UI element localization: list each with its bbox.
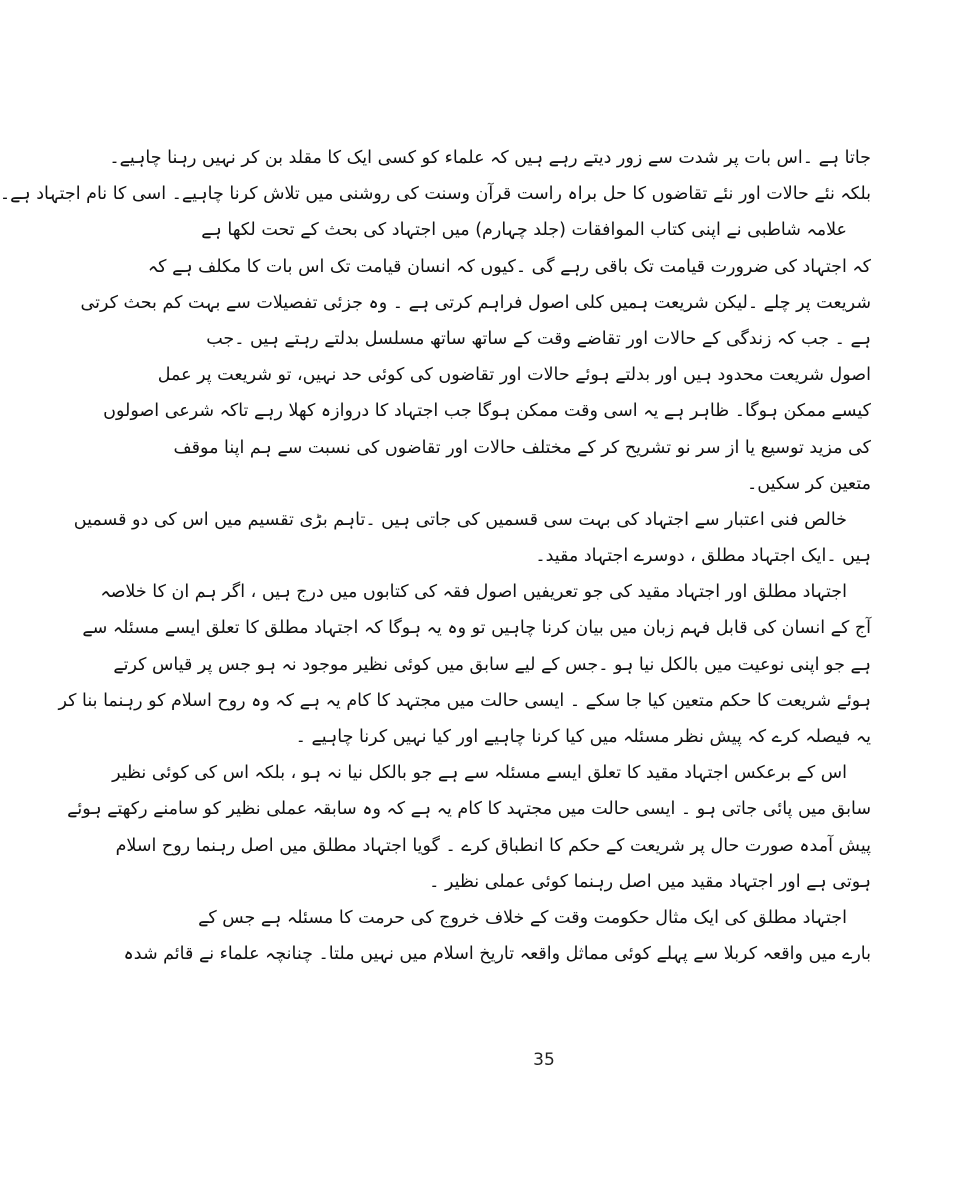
- text-line: بارے میں واقعہ کربلا سے پہلے کوئی مماثل واقعہ تاریخ اسلام میں نہیں ملتا۔ چنانچہ علماء نے قائم شدہ: [123, 944, 871, 965]
- text-line: کہ اجتہاد کی ضرورت قیامت تک باقی رہے گی ۔کیوں کہ انسان قیامت تک اس بات کا مکلف ہے کہ: [147, 256, 871, 277]
- text-line: ہے ۔ جب کہ زندگی کے حالات اور تقاضے وقت کے ساتھ ساتھ مسلسل بدلتے رہتے ہیں ۔جب: [206, 328, 871, 349]
- text-line: خالص فنی اعتبار سے اجتہاد کی بہت سی قسمیں کی جاتی ہیں ۔تاہم بڑی تقسیم میں اس کی دو قسمیں: [73, 509, 847, 530]
- text-line: بلکہ نئے حالات اور نئے تقاضوں کا حل براہ راست قرآن وسنت کی روشنی میں تلاش کرنا چاہیے۔ اسی کا نام اجتہاد ہے۔: [0, 184, 871, 205]
- text-line: ہے جو اپنی نوعیت میں بالکل نیا ہو ۔جس کے لیے سابق میں کوئی نظیر موجود نہ ہو جس پر قیاس کرتے: [113, 654, 871, 675]
- text-line: اجتہاد مطلق اور اجتہاد مقید کی جو تعریفیں اصول فقہ کی کتابوں میں درج ہیں ، اگر ہم ان کا خلاصہ: [100, 582, 847, 603]
- text-line: شریعت پر چلے ۔لیکن شریعت ہمیں کلی اصول فراہم کرتی ہے ۔ وہ جزئی تفصیلات سے بہت کم بحث کرتی: [80, 292, 871, 313]
- text-line: علامہ شاطبی نے اپنی کتاب الموافقات (جلد چہارم) میں اجتہاد کی بحث کے تحت لکھا ہے: [201, 220, 847, 241]
- text-line: آج کے انسان کی قابل فہم زبان میں بیان کرنا چاہیں تو وہ یہ ہوگا کہ اجتہاد مطلق کا تعلق ایسے مسئلہ سے: [82, 618, 871, 639]
- text-line: کیسے ممکن ہوگا۔ ظاہر ہے یہ اسی وقت ممکن ہوگا جب اجتہاد کا دروازہ کھلا رہے تاکہ شرعی اصولوں: [103, 401, 871, 422]
- text-line: سابق میں پائی جاتی ہو ۔ ایسی حالت میں مجتہد کا کام یہ ہے کہ وہ سابقہ عملی نظیر کو سامنے رکھتے ہوئے: [67, 799, 871, 820]
- text-line: کی مزید توسیع یا از سر نو تشریح کر کے مختلف حالات اور تقاضوں کی نسبت سے ہم اپنا موقف: [173, 437, 871, 458]
- text-line: یہ فیصلہ کرے کہ پیش نظر مسئلہ میں کیا کرنا چاہیے اور کیا نہیں کرنا چاہیے ۔: [295, 727, 871, 747]
- text-line: ہیں ۔ایک اجتہاد مطلق ، دوسرے اجتہاد مقید۔: [535, 546, 871, 567]
- text-line: جاتا ہے ۔اس بات پر شدت سے زور دیتے رہے ہیں کہ علماء کو کسی ایک کا مقلد بن کر نہیں رہنا چاہیے۔: [109, 148, 871, 168]
- body-text: [0, 140, 871, 972]
- text-line: پیش آمدہ صورت حال پر شریعت کے حکم کا انطباق کرے ۔ گویا اجتہاد مطلق میں اصل رہنما روح اسلام: [115, 835, 871, 856]
- text-line: ہوتی ہے اور اجتہاد مقید میں اصل رہنما کوئی عملی نظیر ۔: [429, 871, 871, 892]
- page-number: 35: [533, 1050, 555, 1070]
- text-line: اجتہاد مطلق کی ایک مثال حکومت وقت کے خلاف خروج کی حرمت کا مسئلہ ہے جس کے: [198, 907, 847, 928]
- text-line: اصول شریعت محدود ہیں اور بدلتے ہوئے حالات اور تقاضوں کی کوئی حد نہیں، تو شریعت پر عمل: [157, 365, 871, 386]
- text-line: اس کے برعکس اجتہاد مقید کا تعلق ایسے مسئلہ سے ہے جو بالکل نیا نہ ہو ، بلکہ اس کی کوئی نظیر: [112, 763, 847, 784]
- text-line: ہوئے شریعت کا حکم متعین کیا جا سکے ۔ ایسی حالت میں مجتہد کا کام یہ ہے کہ وہ روح اسلام کو رہنما بنا کر: [58, 690, 871, 711]
- text-line: متعین کر سکیں۔: [747, 473, 871, 494]
